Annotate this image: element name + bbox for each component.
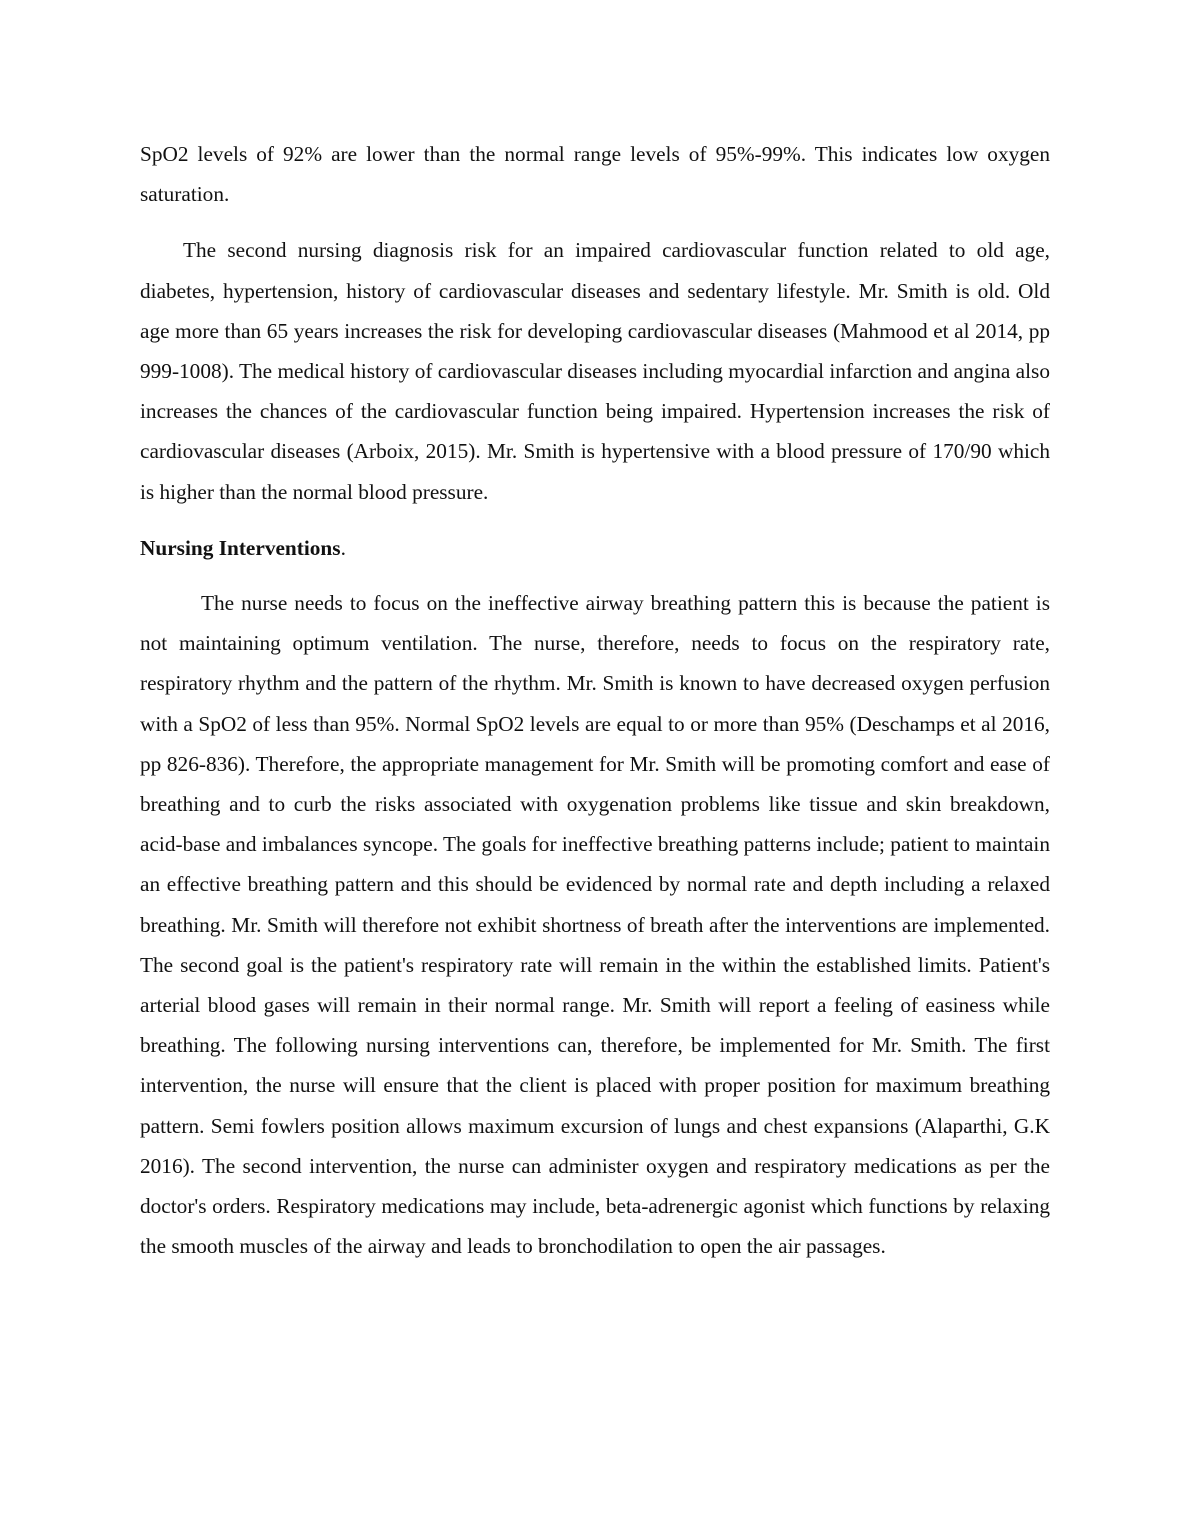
paragraph-nursing-interventions: The nurse needs to focus on the ineffective airway breathing pattern this is because the patient is not maintaining optimum ventilation. The nurse, therefore, needs to focus on the respiratory rate, respiratory rhythm and the pattern of the rhythm. Mr. Smith is known to have decreased oxygen perfusion with a SpO2 of less than 95%. Normal SpO2 levels are equal to or more than 95% (Deschamps et al 2016, pp 826-836). Therefore, the appropriate management for Mr. Smith will be promoting comfort and ease of breathing and to curb the risks associated with oxygenation problems like tissue and skin breakdown, acid-base and imbalances syncope. The goals for ineffective breathing patterns include; patient to maintain an effective breathing pattern and this should be evidenced by normal rate and depth including a relaxed breathing. Mr. Smith will therefore not exhibit shortness of breath after the interventions are implemented. The second goal is the patient's respiratory rate will remain in the within the established limits. Patient's arterial blood gases will remain in their normal range. Mr. Smith will report a feeling of easiness while breathing. The following nursing interventions can, therefore, be implemented for Mr. Smith. The first intervention, the nurse will ensure that the client is placed with proper position for maximum breathing pattern. Semi fowlers position allows maximum excursion of lungs and chest expansions (Alaparthi, G.K 2016). The second intervention, the nurse can administer oxygen and respiratory medications as per the doctor's orders. Respiratory medications may include, beta-adrenergic agonist which functions by relaxing the smooth muscles of the airway and leads to bronchodilation to open the air passages. [140, 591, 1050, 1259]
paragraph-second-diagnosis: The second nursing diagnosis risk for an impaired cardiovascular function related to old age, diabetes, hypertension, history of cardiovascular diseases and sedentary lifestyle. Mr. Smith is old. Old age more than 65 years increases the risk for developing cardiovascular diseases (Mahmood et al 2014, pp 999-1008). The medical history of cardiovascular diseases including myocardial infarction and angina also increases the chances of the cardiovascular function being impaired. Hypertension increases the risk of cardiovascular diseases (Arboix, 2015). Mr. Smith is hypertensive with a blood pressure of 170/90 which is higher than the normal blood pressure. [140, 238, 1050, 504]
section-heading [140, 528, 1050, 568]
paragraph-spo2-levels: SpO2 levels of 92% are lower than the normal range levels of 95%-99%. This indicates low oxygen saturation. [140, 142, 1050, 207]
heading-punctuation: . [340, 535, 346, 560]
document-body [140, 134, 1050, 1266]
heading-text: Nursing Interventions [140, 535, 341, 560]
